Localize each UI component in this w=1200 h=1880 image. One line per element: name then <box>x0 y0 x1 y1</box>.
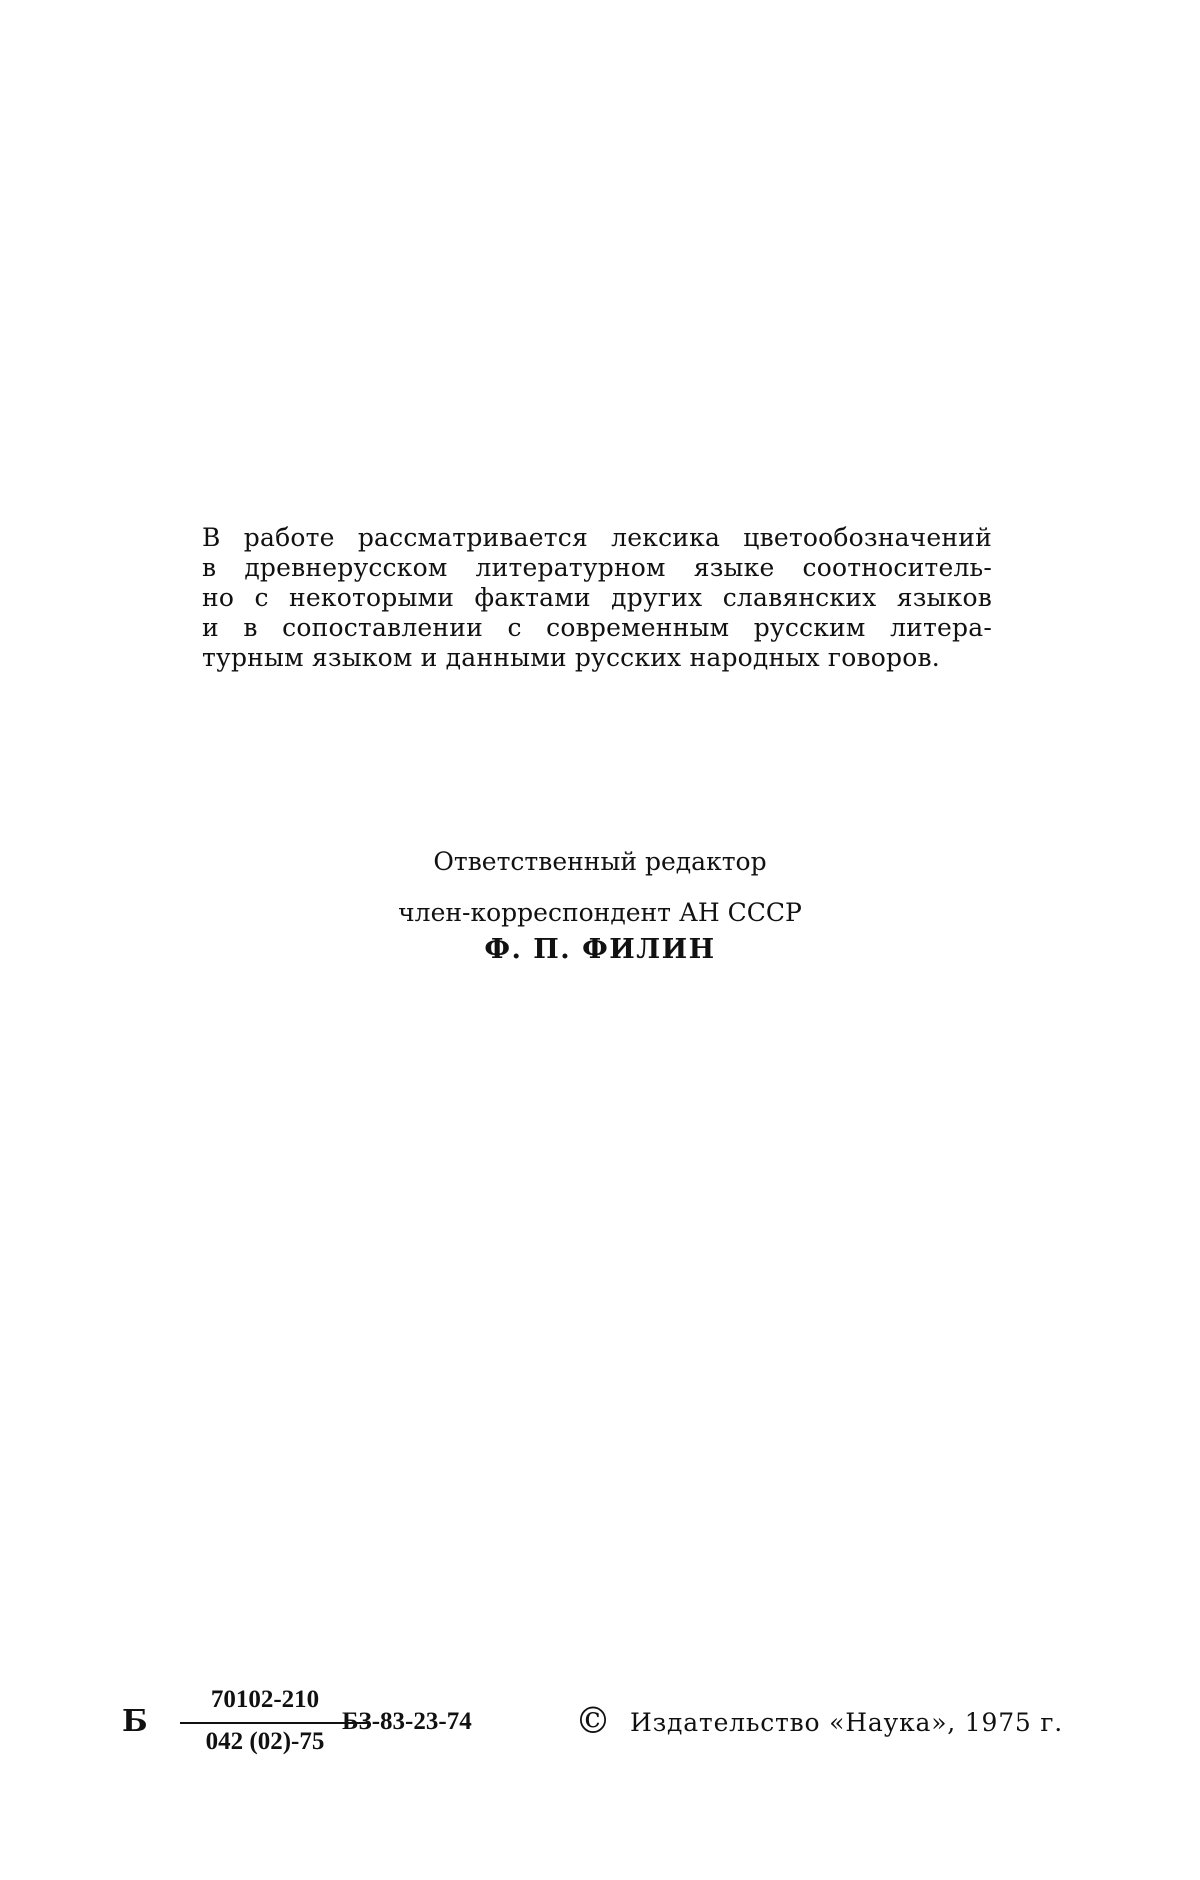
abstract-line: турным языком и данными русских народных говоров. <box>202 643 940 672</box>
abstract-paragraph <box>202 523 992 673</box>
editor-title: член-корреспондент АН СССР <box>398 898 802 927</box>
imprint-line <box>120 1680 1120 1760</box>
abstract-line: и в сопоставлении с современным русским литера- <box>202 613 992 642</box>
abstract-line: но с некоторыми фактами других славянских языков <box>202 583 992 612</box>
editor-role: Ответственный редактор <box>433 847 767 876</box>
fraction-numerator: 70102-210 <box>210 1686 320 1713</box>
publisher-line: Издательство «Наука», 1975 г. <box>630 1708 1064 1737</box>
editor-name: Ф. П. ФИЛИН <box>484 934 716 965</box>
fraction-denominator: 042 (02)-75 <box>205 1728 325 1755</box>
abstract-line: В работе рассматривается лексика цветообозначений <box>202 523 992 552</box>
abstract-line: в древнерусском литературном языке соотноситель- <box>202 553 992 582</box>
copyright-icon: © <box>575 1701 611 1742</box>
series-letter: Б <box>122 1704 148 1739</box>
series-code: БЗ-83-23-74 <box>342 1708 472 1735</box>
